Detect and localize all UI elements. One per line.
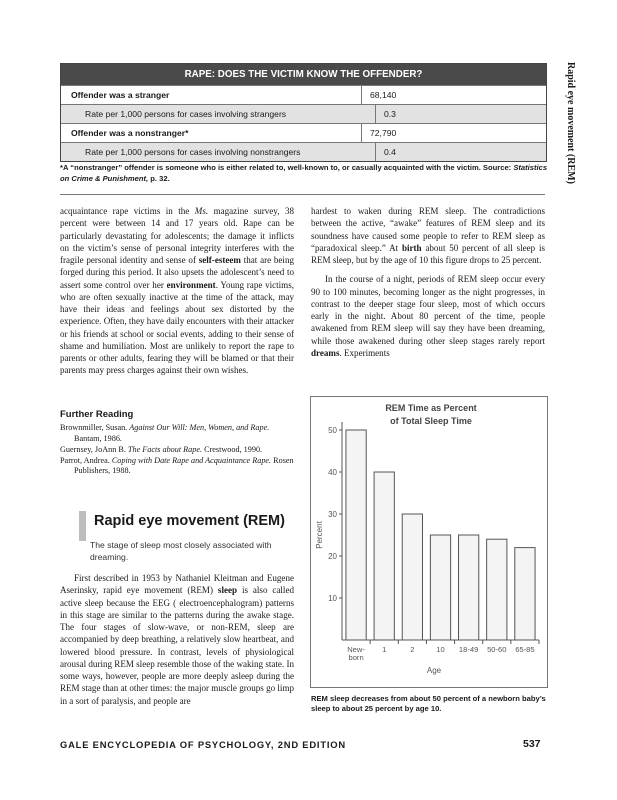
- table-row: [61, 85, 546, 104]
- table-row: [61, 142, 546, 161]
- x-tick-label: 18-49: [458, 645, 479, 654]
- right-column-text: [311, 205, 545, 359]
- y-tick-label: 40: [328, 468, 337, 477]
- chart-ylabel: Percent: [315, 521, 324, 549]
- table-cell-label: Rate per 1,000 persons for cases involving strangers: [61, 105, 376, 123]
- y-tick-label: 10: [328, 594, 337, 603]
- table-cell-label: Offender was a nonstranger*: [61, 124, 362, 142]
- running-head: [560, 62, 578, 202]
- y-tick-label: 20: [328, 552, 337, 561]
- keyword-link[interactable]: birth: [401, 242, 422, 253]
- paragraph: First described in 1953 by Nathaniel Kleitman and Eugene Aserinsky, rapid eye movement (REM) sleep is also called active sleep because the EEG ( electroencephalogram) patterns in this stage are similar to the patterns during the awake stage. The four stages of slow-wave, or non-REM, sleep are accompanied by deep breathing, a relatively slow heartbeat, and lowered blood pressure. In contrast, levels of physiological arousal during REM sleep resemble those of the waking state. In some ways, however, people are more deeply asleep during the REM stage than at other times: the major muscle groups go limp in a sort of paralysis, and people are: [60, 573, 294, 706]
- x-tick-label: 50-60: [487, 645, 507, 654]
- reference-item: Guernsey, JoAnn B. The Facts about Rape. Crestwood, 1990.: [60, 444, 263, 454]
- rem-chart-svg: [311, 397, 547, 687]
- section-divider: [60, 194, 545, 195]
- entry-title-bar: [79, 511, 86, 541]
- bar: [374, 472, 394, 640]
- bar: [402, 514, 422, 640]
- footnote-source: Statistics on Crime & Punishment,: [60, 163, 548, 183]
- x-tick-label: 10: [436, 645, 445, 654]
- y-tick-label: 50: [328, 426, 337, 435]
- table-cell-value: 0.4: [384, 147, 396, 157]
- paragraph: acquaintance rape victims in the Ms. magazine survey, 38 percent were between 14 and 17 years old. Rape can be particularly devastating for adolescents; the damage it inflicts on the victim’s sense of personal integrity interferes with the fragile personal identity and sense of self-esteem that are being forged during this period. It also upsets the adolescent’s need to assert some control over her environment. Young rape victims, who are often sexually inactive at the time of the attack, may have their ideas and feelings about sex distorted by the experience. Often, they have daily encounters with their attacker or his friends at school or social events, adding to their sense of shame and humiliation. Most are unlikely to report the rape to parents or other adults, fearing they will be blamed or that their parents may press charges against their own wishes.: [60, 206, 294, 376]
- chart-xlabel: Age: [426, 666, 442, 675]
- paragraph: hardest to waken during REM sleep. The contradictions between the active, “awake” features of REM sleep and its soundness have caused some people to refer to REM sleep as “paradoxical sleep.” At birth about 50 percent of all sleep is REM sleep, but by the age of 10 this figure drops to 25 percent.: [311, 206, 545, 265]
- footnote-page: p. 32.: [148, 173, 170, 183]
- x-tick-label: 2: [410, 645, 415, 654]
- y-tick-label: 30: [328, 510, 337, 519]
- reference-item: Parrot, Andrea. Coping with Date Rape and Acquaintance Rape. Rosen Publishers, 1988.: [60, 455, 294, 476]
- footnote-text: *A “nonstranger” offender is someone who is either related to, well-known to, or casually acquainted with the victim. Source:: [60, 163, 514, 172]
- reference-item: Brownmiller, Susan. Against Our Will: Men, Women, and Rape. Bantam, 1986.: [60, 423, 270, 443]
- entry-title: Rapid eye movement (REM): [94, 513, 285, 529]
- footer-book-title: GALE ENCYCLOPEDIA OF PSYCHOLOGY, 2ND EDITION: [60, 739, 346, 750]
- table-cell-label: Rate per 1,000 persons for cases involving nonstrangers: [61, 143, 376, 161]
- x-tick-label: born: [348, 653, 364, 662]
- table-cell-value: 0.3: [384, 109, 396, 119]
- further-reading-heading: Further Reading: [60, 409, 134, 420]
- keyword-link[interactable]: self-esteem: [198, 255, 241, 265]
- chart-title: of Total Sleep Time: [390, 416, 472, 426]
- bar: [515, 548, 535, 640]
- bar: [459, 535, 479, 640]
- left-column-text: [60, 205, 294, 377]
- left-column-entry-text: [60, 572, 294, 707]
- keyword-link[interactable]: sleep: [217, 585, 238, 596]
- keyword-link[interactable]: dreams: [311, 347, 340, 358]
- rem-chart: [310, 396, 548, 688]
- entry-definition: The stage of sleep most closely associated with dreaming.: [90, 540, 272, 562]
- x-tick-label: 65-85: [515, 645, 535, 654]
- chart-title: REM Time as Percent: [385, 403, 477, 413]
- table-footnote: [60, 163, 550, 184]
- victim-offender-table: [60, 63, 547, 162]
- bar: [430, 535, 450, 640]
- bar: [487, 539, 507, 640]
- table-cell-value: 72,790: [370, 128, 397, 138]
- table-row: [61, 104, 546, 123]
- further-reading-list: [60, 423, 294, 477]
- chart-caption: REM sleep decreases from about 50 percent of a newborn baby’s sleep to about 25 percent by age 10.: [311, 694, 546, 714]
- table-title: RAPE: DOES THE VICTIM KNOW THE OFFENDER?: [61, 64, 546, 85]
- x-tick-label: 1: [382, 645, 387, 654]
- bar: [346, 430, 366, 640]
- table-row: [61, 123, 546, 142]
- keyword-link[interactable]: environment: [166, 279, 216, 290]
- page-number: 537: [523, 738, 541, 750]
- table-cell-label: Offender was a stranger: [61, 86, 362, 104]
- x-tick-label: New-: [347, 645, 365, 654]
- paragraph: In the course of a night, periods of REM sleep occur every 90 to 100 minutes, becoming longer as the night progresses, in contrast to the deeper stage four sleep, most of which occurs early in the night. About 80 percent of the time, people awakened from REM sleep will say they have been dreaming, while those awakened during other sleep stages rarely report dreams. Experiments: [311, 274, 545, 358]
- running-head-text: Rapid eye movement (REM): [565, 62, 576, 184]
- table-cell-value: 68,140: [370, 90, 397, 100]
